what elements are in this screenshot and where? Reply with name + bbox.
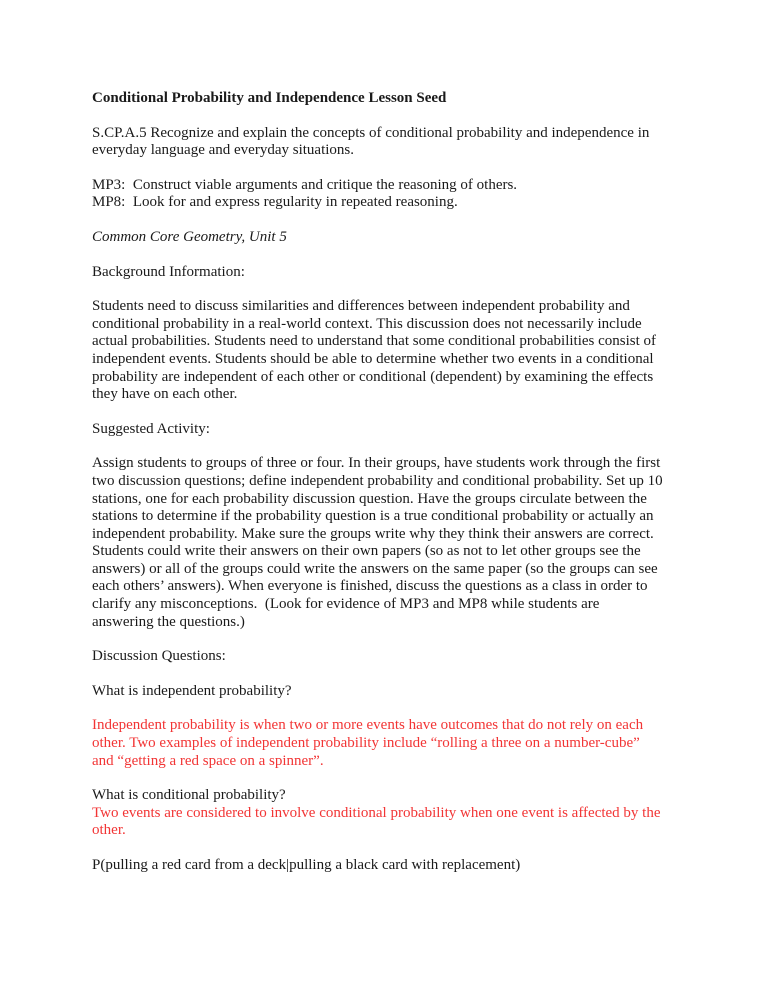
mp8-line: MP8: Look for and express regularity in repeated reasoning. (92, 194, 458, 211)
answer-independent: Independent probability is when two or more events have outcomes that do not rely on each other. Two examples of independent probability include “rolling a three on a number-cube” and “getting a red space on a spinner”. (92, 717, 647, 769)
standard-text: S.CP.A.5 Recognize and explain the concepts of conditional probability and independence in everyday language and everyday situations. (92, 124, 654, 159)
course-label: Common Core Geometry, Unit 5 (92, 228, 287, 245)
background-heading: Background Information: (92, 263, 245, 280)
probability-statement: P(pulling a red card from a deck|pulling a black card with replacement) (92, 857, 521, 873)
page-content (92, 90, 667, 892)
questions-heading: Discussion Questions: (92, 648, 226, 665)
activity-paragraph: Assign students to groups of three or four. In their groups, have students work through the first two discussion questions; define independent probability and conditional probability. Set up 10 stations, one for each probability discussion question. Have the groups circulate between the stations to determine if the probability question is a true conditional probability or actually an independent probability. Make sure the groups write why they think their answers are correct. Students could write their answers on their own papers (so as not to let other groups see the answers) or all of the groups could write the answers on the same paper (so the groups can see each others’ answers). When everyone is finished, discuss the questions as a class in order to clarify any misconceptions. (Look for evidence of MP3 and MP8 while students are answering the questions.) (92, 455, 667, 630)
document-title: Conditional Probability and Independence Lesson Seed (92, 90, 447, 106)
activity-heading: Suggested Activity: (92, 420, 210, 437)
question-independent: What is independent probability? (92, 682, 292, 699)
mp3-line: MP3: Construct viable arguments and critique the reasoning of others. (92, 176, 518, 193)
answer-conditional: Two events are considered to involve conditional probability when one event is affected by the other. (92, 804, 665, 839)
background-paragraph: Students need to discuss similarities and differences between independent probability and conditional probability in a real-world context. This discussion does not necessarily include actual probabilities. Students need to understand that some conditional probabilities consist of independent events. Students should be able to determine whether two events in a conditional probability are independent of each other or conditional (dependent) by examining the effects they have on each other. (92, 298, 660, 403)
question-conditional: What is conditional probability? (92, 787, 286, 804)
math-practices-block (92, 177, 664, 212)
